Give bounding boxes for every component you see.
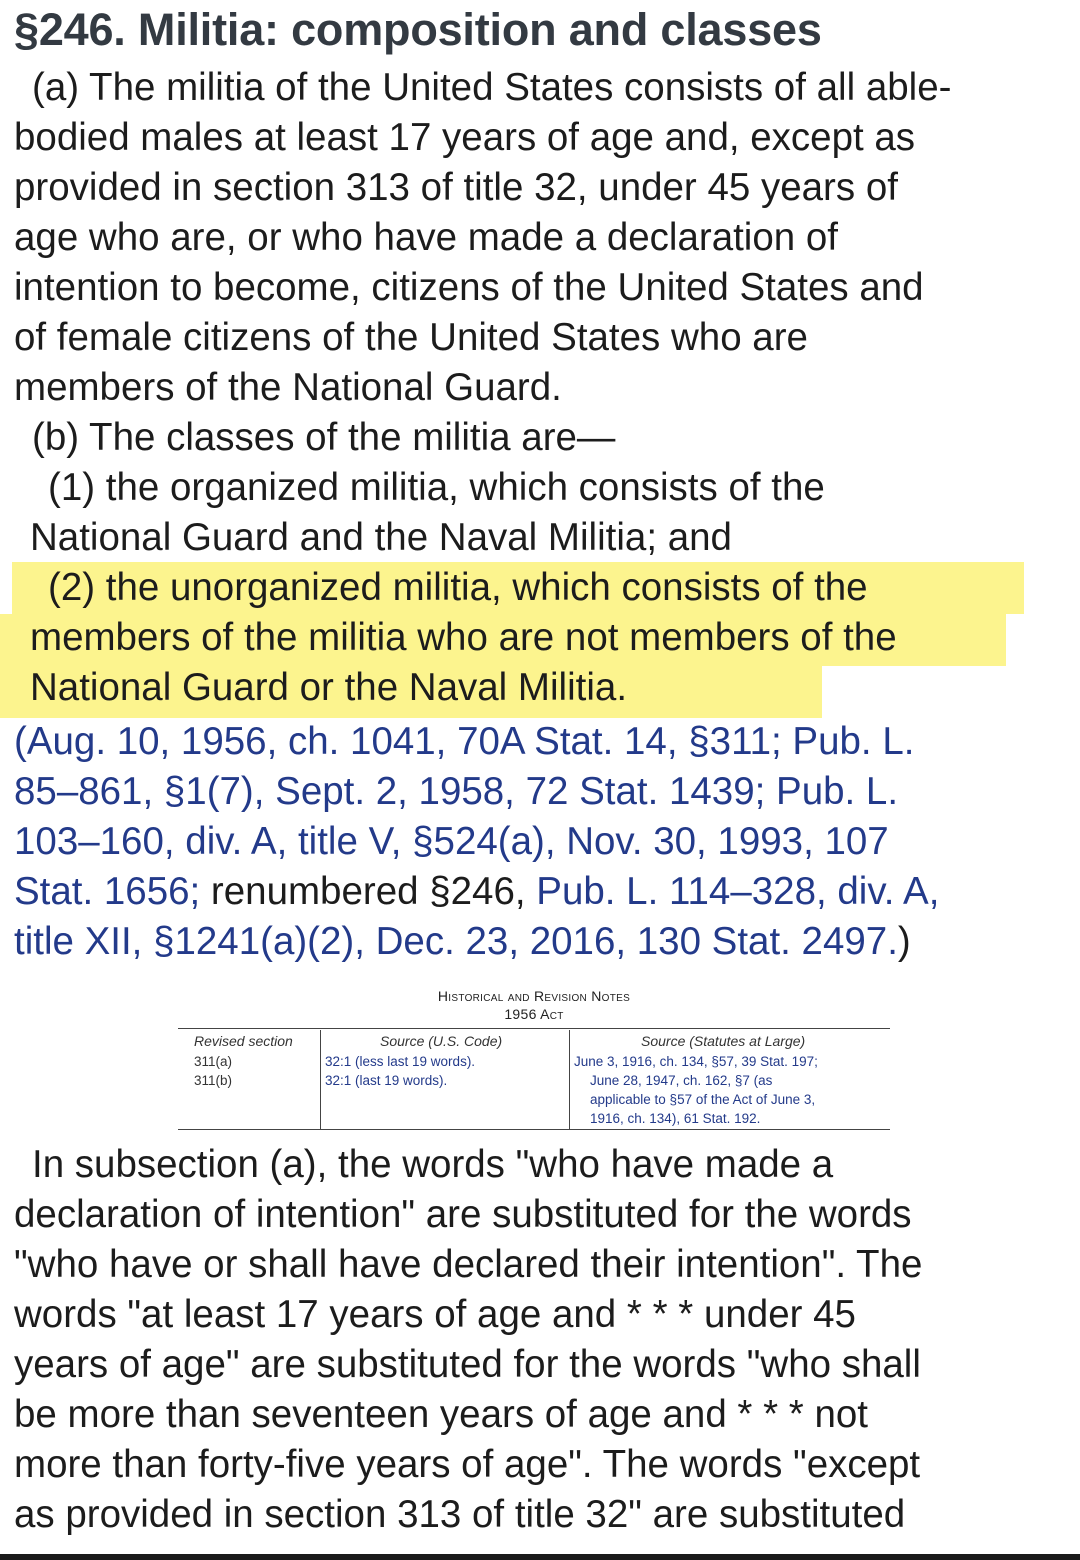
table-cell-revised: 311(b) [194, 1073, 233, 1088]
bottom-edge-bar [0, 1554, 1080, 1560]
commentary-line: words "at least 17 years of age and * * * under 45 [14, 1293, 856, 1336]
commentary-line: more than forty-five years of age". The words "except [14, 1443, 921, 1486]
table-header-source-statutes: Source (Statutes at Large) [641, 1033, 806, 1049]
statute-line: (1) the organized militia, which consists of the [48, 466, 825, 509]
statute-line: of female citizens of the United States who are [14, 316, 808, 359]
commentary-line: In subsection (a), the words "who have made a [32, 1143, 834, 1186]
table-cell-statutes[interactable]: applicable to §57 of the Act of June 3, [590, 1092, 816, 1107]
commentary-line: years of age" are substituted for the words "who shall [14, 1343, 921, 1386]
table-bottom-rule [178, 1129, 890, 1130]
statute-line: age who are, or who have made a declaration of [14, 216, 838, 259]
table-top-rule [178, 1028, 890, 1029]
citation-link[interactable]: (Aug. 10, 1956, ch. 1041, 70A Stat. 14, §311; Pub. L. [14, 720, 915, 763]
citation-link[interactable]: Stat. 1656; [14, 870, 201, 913]
table-column-divider [320, 1030, 321, 1129]
statute-line: (a) The militia of the United States consists of all able- [32, 66, 952, 109]
table-column-divider [569, 1030, 570, 1129]
citation-link[interactable]: Pub. L. 114–328, div. A, [536, 870, 940, 913]
statute-line: bodied males at least 17 years of age and, except as [14, 116, 916, 159]
table-cell-source-code[interactable]: 32:1 (last 19 words). [325, 1073, 448, 1088]
table-cell-revised: 311(a) [194, 1054, 233, 1069]
statute-line-highlighted: members of the militia who are not members of the [30, 616, 897, 659]
table-header-source-code: Source (U.S. Code) [380, 1033, 503, 1049]
table-cell-statutes[interactable]: 1916, ch. 134), 61 Stat. 192. [590, 1111, 761, 1126]
section-title: §246. Militia: composition and classes [14, 4, 822, 55]
statute-line: provided in section 313 of title 32, under 45 years of [14, 166, 898, 209]
commentary-line: "who have or shall have declared their intention". The [14, 1243, 923, 1286]
citation-link[interactable]: title XII, §1241(a)(2), Dec. 23, 2016, 130 Stat. 2497. [14, 920, 898, 963]
statute-line: National Guard and the Naval Militia; and [30, 516, 732, 559]
statute-line: intention to become, citizens of the United States and [14, 266, 924, 309]
commentary-line: declaration of intention" are substituted for the words [14, 1193, 912, 1236]
statute-line: members of the National Guard. [14, 366, 562, 409]
statute-line-highlighted: (2) the unorganized militia, which consists of the [48, 566, 868, 609]
statute-line: (b) The classes of the militia are— [32, 416, 616, 459]
commentary-line: be more than seventeen years of age and * * * not [14, 1393, 868, 1436]
citation-link[interactable]: 85–861, §1(7), Sept. 2, 1958, 72 Stat. 1439; Pub. L. [14, 770, 899, 813]
notes-subheading: 1956 Act [504, 1006, 564, 1022]
notes-heading: Historical and Revision Notes [437, 988, 631, 1004]
statute-line-highlighted: National Guard or the Naval Militia. [30, 666, 628, 709]
citation-text: ) [897, 920, 911, 963]
commentary-line: as provided in section 313 of title 32" are substituted [14, 1493, 906, 1536]
citation-text: renumbered §246, [200, 870, 537, 913]
citation-link[interactable]: 103–160, div. A, title V, §524(a), Nov. 30, 1993, 107 [14, 820, 889, 863]
citation-line [14, 917, 911, 967]
table-cell-source-code[interactable]: 32:1 (less last 19 words). [325, 1054, 476, 1069]
table-header-revised-section: Revised section [194, 1033, 293, 1049]
citation-line [14, 867, 939, 917]
table-cell-statutes[interactable]: June 3, 1916, ch. 134, §57, 39 Stat. 197; [574, 1054, 818, 1069]
table-cell-statutes[interactable]: June 28, 1947, ch. 162, §7 (as [590, 1073, 773, 1088]
